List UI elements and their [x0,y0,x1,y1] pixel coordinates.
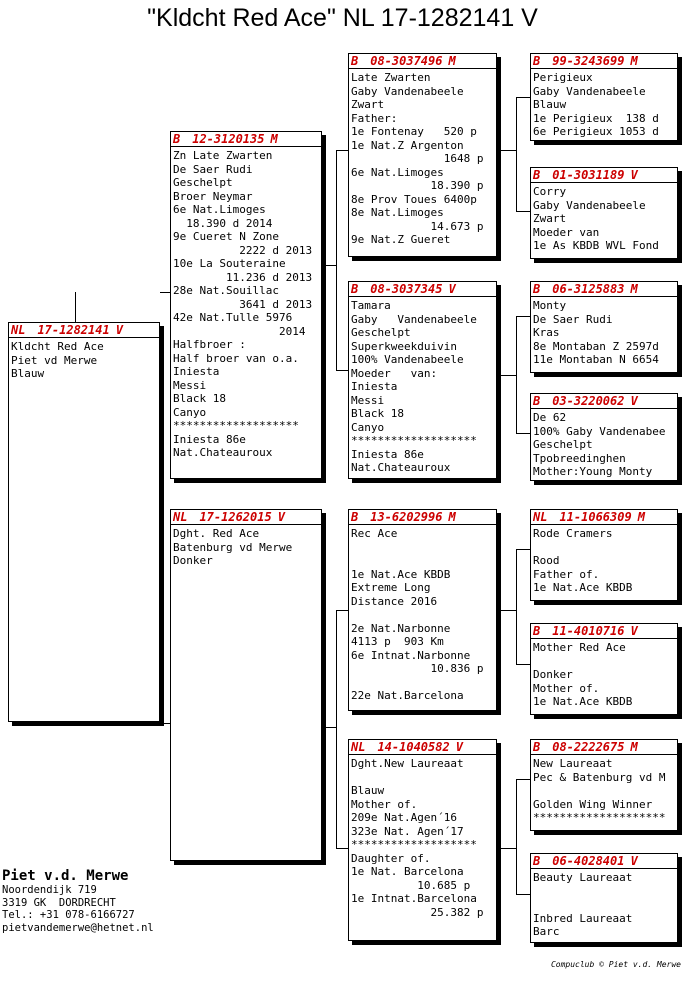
box-line: ******************* [173,419,299,432]
box-line: 2e Nat.Narbonne [351,621,451,635]
box-body [349,69,496,247]
ring-number: 17-1282141 [37,323,110,337]
connector [516,211,530,212]
box-line: 6e Perigieux 1053 d [533,125,659,138]
box-line: 10.836 p [351,662,484,675]
box-body [531,183,677,253]
country-code: NL [11,323,26,337]
box-header [171,510,321,525]
sex-marker: M [630,740,638,754]
box-body [349,525,496,703]
box-line: Inbred Laureaat [533,911,633,925]
box-line: 8e Montaban Z 2597d [533,339,659,353]
box-line: Rood [533,554,560,567]
sex-marker: V [448,282,456,296]
box-line: 22e Nat.Barcelona [351,689,464,702]
box-body [531,755,677,825]
connector [497,610,517,611]
connector [516,664,530,665]
box-line: Halfbroer : [173,338,246,351]
box-header [349,282,496,297]
ring-number: 11-4010716 [552,624,625,638]
owner-email: pietvandemerwe@hetnet.nl [2,921,154,934]
pedigree-box-dam-dam[interactable] [348,739,497,941]
box-header [9,323,159,338]
country-code: B [533,168,541,182]
connector [336,848,348,849]
box-line [533,655,677,669]
pedigree-box-ggp-3[interactable] [530,281,678,373]
box-line: 2014 [173,324,306,338]
box-body [531,639,677,709]
box-line: 9e Nat.Z Gueret [351,233,451,246]
pedigree-box-ggp-8[interactable] [530,853,678,943]
box-line: Tpobreedinghen [533,451,626,465]
box-line: Dght.New Laureaat [351,757,464,770]
box-line: 6e Nat.Limoges [351,165,444,179]
sex-marker: M [448,54,456,68]
footer-credit: Compuclub © Piet v.d. Merwe [550,960,681,969]
box-body [531,69,677,139]
box-line: 1e Intnat.Barcelona [351,892,477,905]
country-code: B [351,282,359,296]
box-line: 1e Perigieux 138 d [533,111,659,125]
box-line: 11.236 d 2013 [173,270,313,284]
country-code: B [351,54,359,68]
box-line [351,771,496,785]
box-line: Moeder van [533,225,600,239]
box-line: Gaby Vandenabeele [351,84,464,98]
country-code: B [533,282,541,296]
sex-marker: M [448,510,456,524]
pedigree-box-ggp-4[interactable] [530,393,678,481]
ring-number: 17-1262015 [199,510,272,524]
box-line: Corry [533,185,567,198]
box-line: New Laureaat [533,757,613,770]
box-header [349,740,496,755]
ring-number: 99-3243699 [552,54,625,68]
box-line: ******************** [533,811,666,824]
pedigree-box-sire-dam[interactable] [348,281,497,479]
box-line: Superkweekduivin [351,339,457,353]
box-line: Moeder van: [351,366,438,380]
box-line: Rode Cramers [533,527,613,540]
sex-marker: V [630,624,638,638]
box-line: 18.390 p [351,179,484,192]
box-header [349,510,496,525]
box-line: De Saer Rudi [173,162,253,176]
box-line: Batenburg vd Merwe [173,540,293,554]
ring-number: 01-3031189 [552,168,625,182]
box-header [531,624,677,639]
pedigree-box-ggp-6[interactable] [530,623,678,715]
connector [75,723,171,724]
sex-marker: M [630,282,638,296]
box-line: Iniesta [173,365,220,378]
box-line: 10.685 p [351,878,471,892]
box-body [349,297,496,475]
connector [497,848,517,849]
box-line: 2222 d 2013 [173,243,313,257]
sex-marker: V [630,168,638,182]
ring-number: 08-3037496 [370,54,443,68]
box-header [531,282,677,297]
sex-marker: M [630,54,638,68]
box-line [533,784,677,798]
country-code: B [533,740,541,754]
box-line: Zn Late Zwarten [173,149,273,162]
box-line: Nat.Chateauroux [173,446,273,459]
box-line: Dght. Red Ace [173,527,260,540]
box-line: Blauw [351,784,385,797]
box-line: 9e Cueret N Zone [173,230,279,243]
connector [336,610,348,611]
owner-phone: Tel.: +31 078-6166727 [2,909,135,921]
owner-street: Noordendijk 719 [2,884,97,896]
ring-number: 06-3125883 [552,282,625,296]
box-line: Kras [533,326,560,339]
box-line: Late Zwarten [351,71,431,84]
connector [516,433,530,434]
pedigree-box-sire[interactable] [170,131,322,479]
box-header [171,132,321,147]
box-line: Kldcht Red Ace [11,340,104,353]
box-line [533,541,677,555]
box-line: 1e Nat.Ace KBDB [533,581,633,594]
box-line: 10e La Souteraine [173,257,286,270]
box-line: 6e Nat.Limoges [173,203,266,216]
box-line: 8e Nat.Limoges [351,206,444,219]
box-line: Monty [533,299,567,312]
sex-marker: M [270,132,278,146]
box-line: 6e Intnat.Narbonne [351,648,471,662]
box-line: Beauty Laureaat [533,871,633,884]
box-line: Mother of. [533,681,600,695]
page-title: "Kldcht Red Ace" NL 17-1282141 V [147,4,538,32]
box-body [531,409,677,479]
box-line: Father of. [533,567,600,581]
box-line: 1648 p [351,152,484,165]
box-line: Geschelpt [351,326,411,339]
box-line: Blauw [533,98,567,111]
box-line: Canyo [351,420,385,434]
box-line: Father: [351,111,398,125]
connector [497,375,517,376]
sex-marker: V [115,323,123,337]
box-line: 28e Nat.Souillac [173,284,279,297]
ring-number: 08-2222675 [552,740,625,754]
box-line: ******************* [351,434,477,447]
connector [336,150,337,370]
box-header [531,394,677,409]
box-line: Black 18 [351,407,404,420]
ring-number: 14-1040582 [377,740,450,754]
box-header [531,854,677,869]
country-code: B [533,624,541,638]
box-line: Distance 2016 [351,594,438,608]
box-line [351,541,496,555]
connector [516,549,530,550]
box-line: 1e Nat.Z Argenton [351,138,464,152]
box-line: 323e Nat. Agen´17 [351,824,464,838]
box-line: 1e Nat.Ace KBDB [351,567,451,581]
box-line: 14.673 p [351,219,484,233]
pedigree-box-ggp-5[interactable] [530,509,678,601]
sex-marker: V [277,510,285,524]
pedigree-box-ggp-2[interactable] [530,167,678,259]
box-line [533,898,677,912]
connector [516,97,517,211]
box-line: Geschelpt [173,176,233,189]
box-line: 4113 p 903 Km [351,635,444,648]
box-line: Daughter of. [351,851,431,865]
box-line: Mother Red Ace [533,641,626,654]
box-line: Gaby Vandenabeele [533,198,646,212]
box-line: Iniesta 86e [173,432,246,446]
box-line: 1e As KBDB WVL Fond [533,239,659,252]
ring-number: 13-6202996 [370,510,443,524]
box-line: Zwart [533,212,567,225]
box-line: Piet vd Merwe [11,353,98,367]
country-code: NL [351,740,366,754]
sex-marker: V [630,854,638,868]
ring-number: 06-4028401 [552,854,625,868]
box-line [533,885,677,899]
sex-marker: V [455,740,463,754]
box-line: Mother of. [351,797,418,811]
box-line: 42e Nat.Tulle 5976 [173,311,293,324]
box-line: 11e Montaban N 6654 [533,353,659,366]
ring-number: 12-3120135 [192,132,265,146]
box-line: 1e Nat.Ace KBDB [533,695,633,708]
connector [322,727,337,728]
box-line: Broer Neymar [173,189,253,203]
ring-number: 08-3037345 [370,282,443,296]
connector [516,779,530,780]
box-line: Nat.Chateauroux [351,461,451,474]
box-body [9,338,159,381]
box-line: Geschelpt [533,438,593,451]
box-line: Messi [173,378,207,392]
box-body [349,755,496,919]
box-line: Golden Wing Winner [533,797,653,811]
country-code: B [351,510,359,524]
box-line: Barc [533,925,560,938]
box-body [531,525,677,595]
box-line: 3641 d 2013 [173,297,313,311]
box-line: Messi [351,393,385,407]
box-line: Mother:Young Monty [533,465,653,478]
connector [497,150,517,151]
box-line [351,676,496,690]
country-code: NL [533,510,548,524]
box-line: Tamara [351,299,391,312]
box-line: Gaby Vandenabeele [533,84,646,98]
pedigree-box-dam[interactable] [170,509,322,861]
box-line: Perigieux [533,71,593,84]
owner-block [2,868,154,934]
box-line: 18.390 d 2014 [173,216,273,230]
pedigree-box-ggp-7[interactable] [530,739,678,831]
connector [336,370,348,371]
connector [516,549,517,664]
connector [516,894,530,895]
owner-name: Piet v.d. Merwe [2,868,129,884]
box-line: Gaby Vandenabeele [351,312,477,326]
connector [516,316,530,317]
country-code: B [173,132,181,146]
pedigree-box-subject[interactable] [8,322,160,722]
box-line: 100% Vandenabeele [351,353,464,366]
connector [516,97,530,98]
box-line: Canyo [173,405,207,419]
box-line: ******************* [351,838,477,851]
box-line: Black 18 [173,392,226,405]
box-line: Iniesta 86e [351,447,424,461]
pedigree-box-dam-sire[interactable] [348,509,497,711]
connector [336,610,337,848]
box-header [531,740,677,755]
box-line: Extreme Long [351,581,431,594]
box-line: 8e Prov Toues 6400p [351,192,477,206]
box-body [171,525,321,568]
box-line [351,608,496,622]
box-header [531,510,677,525]
box-line: De Saer Rudi [533,312,613,326]
ring-number: 03-3220062 [552,394,625,408]
box-line: Zwart [351,98,385,111]
sex-marker: V [630,394,638,408]
sex-marker: M [637,510,645,524]
country-code: NL [173,510,188,524]
country-code: B [533,394,541,408]
ring-number: 11-1066309 [559,510,632,524]
connector [336,150,348,151]
box-line: 209e Nat.Agen´16 [351,811,457,824]
box-line: Half broer van o.a. [173,351,299,365]
box-line: De 62 [533,411,567,424]
box-line: Pec & Batenburg vd M [533,770,666,784]
connector [322,265,337,266]
box-body [531,297,677,367]
box-line: Rec Ace [351,527,398,540]
box-body [171,147,321,460]
box-line [351,554,496,568]
connector [516,779,517,894]
box-header [349,54,496,69]
box-line: 1e Fontenay 520 p [351,125,477,138]
box-header [531,168,677,183]
country-code: B [533,54,541,68]
country-code: B [533,854,541,868]
box-line: 100% Gaby Vandenabee [533,424,666,438]
box-header [531,54,677,69]
box-body [531,869,677,939]
pedigree-box-sire-sire[interactable] [348,53,497,257]
box-line: Donker [173,554,213,567]
owner-city: 3319 GK DORDRECHT [2,896,116,909]
box-line: 1e Nat. Barcelona [351,865,464,878]
box-line: 25.382 p [351,905,484,919]
pedigree-box-ggp-1[interactable] [530,53,678,141]
box-line: Donker [533,668,573,681]
box-line: Blauw [11,367,45,380]
box-line: Iniesta [351,380,398,393]
